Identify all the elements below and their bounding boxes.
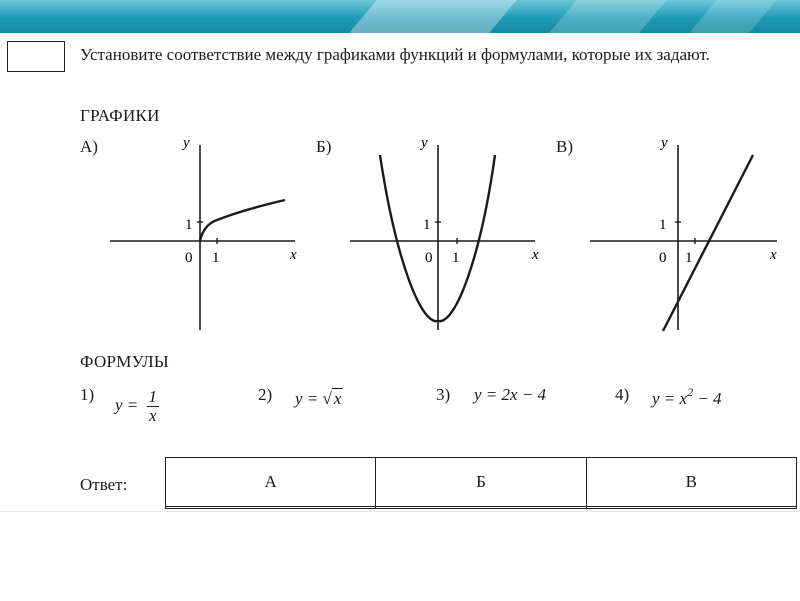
answer-column-a: А (166, 458, 376, 507)
y-tick-label: 1 (185, 217, 193, 233)
formula-4 (652, 385, 722, 409)
formula-1-numerator: 1 (148, 387, 158, 406)
y-axis-label: y (183, 135, 190, 151)
origin-label: 0 (659, 250, 667, 266)
formula-1-lhs: y = (115, 395, 139, 415)
formula-2 (295, 389, 343, 409)
graph-label-v: В) (556, 137, 573, 156)
task-number-box (7, 41, 65, 72)
answer-input-row (166, 506, 797, 508)
formula-1-denominator: x (149, 406, 157, 425)
formula-2-lhs: y = (295, 389, 319, 408)
banner-highlight (526, 0, 683, 33)
graphs-heading: ГРАФИКИ (80, 106, 160, 125)
origin-label: 0 (185, 250, 193, 266)
banner-highlight (326, 0, 533, 33)
header-banner (0, 0, 800, 33)
formula-2-radicand: x (333, 389, 342, 408)
graph-b (345, 135, 550, 335)
answer-column-v: В (586, 458, 796, 507)
formula-1-number: 1) (80, 385, 95, 404)
x-tick-label: 1 (452, 250, 460, 266)
x-axis-label: x (770, 247, 777, 263)
formula-4-exponent: 2 (687, 385, 694, 399)
formula-4-number: 4) (615, 385, 630, 404)
y-axis-label: y (661, 135, 668, 151)
x-tick-label: 1 (685, 250, 693, 266)
sqrt-icon: √ (322, 389, 332, 408)
task-statement: Установите соответствие между графиками функций и формулами, которые их задают. (80, 45, 710, 64)
formula-3-number: 3) (436, 385, 451, 404)
answer-label: Ответ: (80, 475, 128, 494)
formula-4-lhs: y = x (652, 389, 688, 408)
function-curve (200, 200, 285, 241)
formula-1-fraction (147, 388, 160, 425)
formula-1 (115, 388, 159, 425)
formula-2-sqrt (323, 389, 344, 409)
formulas-heading: ФОРМУЛЫ (80, 352, 170, 371)
formula-3: y = 2x − 4 (474, 385, 547, 404)
answer-table (165, 457, 797, 509)
y-tick-label: 1 (659, 217, 667, 233)
answer-cell-a[interactable] (166, 506, 376, 508)
graph-v (585, 135, 790, 335)
x-tick-label: 1 (212, 250, 220, 266)
x-axis-label: x (532, 247, 539, 263)
slide-footer-area (0, 511, 800, 601)
graph-label-a: А) (80, 137, 98, 156)
formula-4-rest: − 4 (693, 389, 722, 408)
answer-header-row (166, 458, 797, 507)
banner-highlight (666, 0, 793, 33)
formula-2-number: 2) (258, 385, 273, 404)
answer-cell-v[interactable] (586, 506, 796, 508)
function-line (663, 155, 753, 331)
y-tick-label: 1 (423, 217, 431, 233)
y-axis-label: y (421, 135, 428, 151)
x-axis-label: x (290, 247, 297, 263)
graph-a (105, 135, 310, 335)
origin-label: 0 (425, 250, 433, 266)
answer-cell-b[interactable] (376, 506, 586, 508)
graph-label-b: Б) (316, 137, 332, 156)
answer-column-b: Б (376, 458, 586, 507)
